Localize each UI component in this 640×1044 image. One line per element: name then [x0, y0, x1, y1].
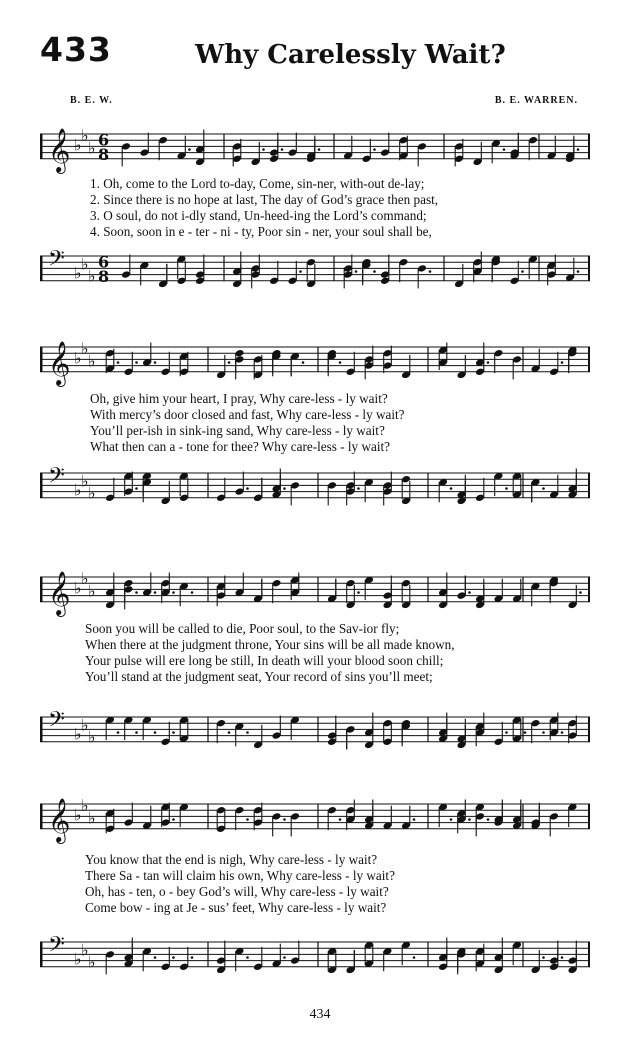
flat-icon: ♭: [88, 266, 96, 286]
staff-engraving: [40, 792, 590, 852]
page-number: 434: [309, 1007, 331, 1022]
flat-icon: ♭: [74, 480, 82, 500]
lyric-verse-4: You’ll stand at the judgment seat, Your record of sins you’ll meet;: [85, 669, 433, 684]
flat-icon: ♭: [81, 339, 89, 359]
music-credit: B. E. WARREN.: [494, 95, 578, 106]
flat-icon: ♭: [81, 126, 89, 146]
music-system: [40, 563, 590, 773]
treble-clef-icon: 𝄞: [48, 570, 71, 615]
flat-icon: ♭: [81, 569, 89, 589]
bass-clef-icon: 𝄢: [48, 463, 65, 494]
staff-engraving: [40, 335, 590, 395]
flat-icon: ♭: [81, 940, 89, 960]
lyrics-block: [90, 391, 640, 455]
bass-staff: [40, 244, 590, 310]
treble-staff: [40, 792, 590, 852]
flat-icon: ♭: [88, 351, 96, 371]
lyric-verse-1: 1. Oh, come to the Lord to-day, Come, sin-ner, with-out de-lay;: [90, 176, 425, 191]
flat-icon: ♭: [88, 581, 96, 601]
flat-icon: ♭: [88, 808, 96, 828]
lyric-verse-3: Your pulse will ere long be still, In death will your blood soon chill;: [85, 653, 444, 668]
lyric-verse-2: 2. Since there is no hope at last, The day of God’s grace then past,: [90, 192, 439, 207]
staff-engraving: [40, 705, 590, 771]
staff-engraving: [40, 565, 590, 625]
bass-clef-icon: 𝄢: [48, 932, 65, 963]
flat-icon: ♭: [74, 578, 82, 598]
staff-engraving: [40, 244, 590, 310]
treble-staff: [40, 565, 590, 625]
flat-icon: ♭: [88, 138, 96, 158]
flat-icon: ♭: [74, 348, 82, 368]
time-signature-icon: 8: [98, 144, 110, 164]
lyric-verse-2: When there at the judgment throne, Your sins will be all made known,: [85, 637, 455, 652]
lyric-verse-2: With mercy’s door closed and fast, Why care-less - ly wait?: [90, 407, 405, 422]
flat-icon: ♭: [81, 796, 89, 816]
bass-staff: [40, 705, 590, 771]
treble-clef-icon: 𝄞: [48, 797, 71, 842]
flat-icon: ♭: [81, 715, 89, 735]
lyric-verse-1: Oh, give him your heart, I pray, Why care-less - ly wait?: [90, 391, 388, 406]
bass-staff: [40, 930, 590, 996]
flat-icon: ♭: [81, 471, 89, 491]
flat-icon: ♭: [88, 483, 96, 503]
time-signature-icon: 6: [98, 130, 110, 150]
lyric-verse-4: What then can a - tone for thee? Why care-less - ly wait?: [90, 439, 390, 454]
music-system: [40, 333, 590, 523]
lyric-verse-4: 4. Soon, soon in e - ter - ni - ty, Poor sin - ner, your soul shall be,: [90, 224, 432, 239]
hymn-number: 433: [40, 30, 112, 69]
flat-icon: ♭: [74, 135, 82, 155]
music-system: [40, 790, 590, 1000]
flat-icon: ♭: [74, 805, 82, 825]
time-signature-icon: 6: [98, 252, 110, 272]
bass-clef-icon: 𝄢: [48, 707, 65, 738]
treble-staff: [40, 335, 590, 395]
bass-clef-icon: 𝄢: [48, 246, 65, 277]
lyric-verse-1: Soon you will be called to die, Poor soul, to the Sav-ior fly;: [85, 621, 400, 636]
lyric-verse-3: 3. O soul, do not i-dly stand, Un-heed-ing the Lord’s command;: [90, 208, 427, 223]
treble-staff: [40, 122, 590, 182]
flat-icon: ♭: [88, 952, 96, 972]
time-signature-icon: 8: [98, 266, 110, 286]
lyric-verse-4: Come bow - ing at Je - sus’ feet, Why care-less - ly wait?: [85, 900, 387, 915]
treble-clef-icon: 𝄞: [48, 127, 71, 172]
lyrics-block: [90, 176, 640, 240]
staff-engraving: [40, 122, 590, 182]
hymn-title: Why Carelessly Wait?: [195, 40, 506, 70]
lyric-verse-3: You’ll per-ish in sink-ing sand, Why care-less - ly wait?: [90, 423, 385, 438]
flat-icon: ♭: [81, 254, 89, 274]
flat-icon: ♭: [88, 727, 96, 747]
bass-staff: [40, 461, 590, 527]
staff-engraving: [40, 461, 590, 527]
staff-engraving: [40, 930, 590, 996]
lyrics-block: [85, 621, 635, 685]
flat-icon: ♭: [74, 949, 82, 969]
flat-icon: ♭: [74, 724, 82, 744]
flat-icon: ♭: [74, 263, 82, 283]
lyric-verse-3: Oh, has - ten, o - bey God’s will, Why care-less - ly wait?: [85, 884, 389, 899]
lyrics-block: [85, 852, 635, 916]
words-credit: B. E. W.: [70, 95, 113, 106]
lyric-verse-2: There Sa - tan will claim his own, Why care-less - ly wait?: [85, 868, 395, 883]
music-system: [40, 120, 590, 310]
treble-clef-icon: 𝄞: [48, 340, 71, 385]
lyric-verse-1: You know that the end is nigh, Why care-less - ly wait?: [85, 852, 378, 867]
